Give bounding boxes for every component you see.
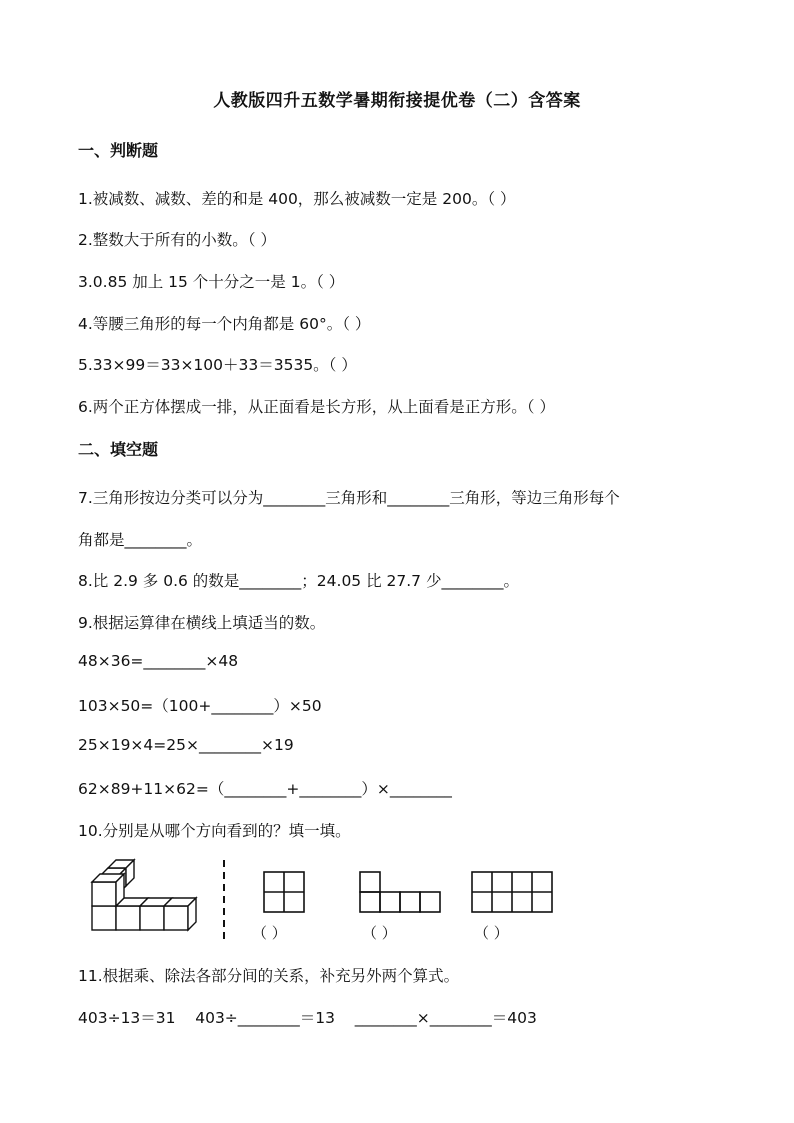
question-9-item-2: 103×50=（100+________）×50 (78, 697, 322, 715)
question-7-line-2: 角都是________。 (78, 531, 203, 549)
section-heading-fill-blank: 二、填空题 (78, 440, 159, 459)
question-9: 9.根据运算律在横线上填适当的数。 (78, 614, 326, 632)
question-2: 2.整数大于所有的小数。（ ） (78, 231, 276, 249)
section-heading-judgement: 一、判断题 (78, 141, 159, 160)
question-8: 8.比 2.9 多 0.6 的数是________；24.05 比 27.7 少________。 (78, 572, 519, 590)
question-1: 1.被减数、减数、差的和是 400，那么被减数一定是 200。（ ） (78, 190, 516, 208)
question-3: 3.0.85 加上 15 个十分之一是 1。（ ） (78, 273, 345, 291)
view-2-answer-blank: （ ） (362, 924, 397, 942)
page-title: 人教版四升五数学暑期衔接提优卷（二）含答案 (213, 91, 581, 111)
question-9-item-1: 48×36=________×48 (78, 652, 239, 670)
question-10: 10.分别是从哪个方向看到的？填一填。 (78, 822, 351, 840)
view-3-answer-blank: （ ） (474, 924, 509, 942)
question-9-item-4: 62×89+11×62=（________+________）×________ (78, 780, 452, 798)
question-11-equations: 403÷13＝31 403÷________＝13 ________×________＝403 (78, 1009, 537, 1027)
question-4: 4.等腰三角形的每一个内角都是 60°。（ ） (78, 315, 371, 333)
cube-stack-drawing (92, 860, 196, 930)
question-9-item-3: 25×19×4=25×________×19 (78, 736, 294, 754)
view-2-grid (360, 872, 440, 912)
view-1-grid (264, 872, 304, 912)
question-7-line-1: 7.三角形按边分类可以分为________三角形和________三角形，等边三角形每个 (78, 489, 620, 507)
question-11: 11.根据乘、除法各部分间的关系，补充另外两个算式。 (78, 967, 460, 985)
view-1-answer-blank: （ ） (252, 924, 287, 942)
question-5: 5.33×99＝33×100＋33＝3535。（ ） (78, 356, 357, 374)
question-10-figure (88, 858, 568, 950)
question-6: 6.两个正方体摆成一排，从正面看是长方形，从上面看是正方形。（ ） (78, 398, 555, 416)
view-3-grid (472, 872, 552, 912)
